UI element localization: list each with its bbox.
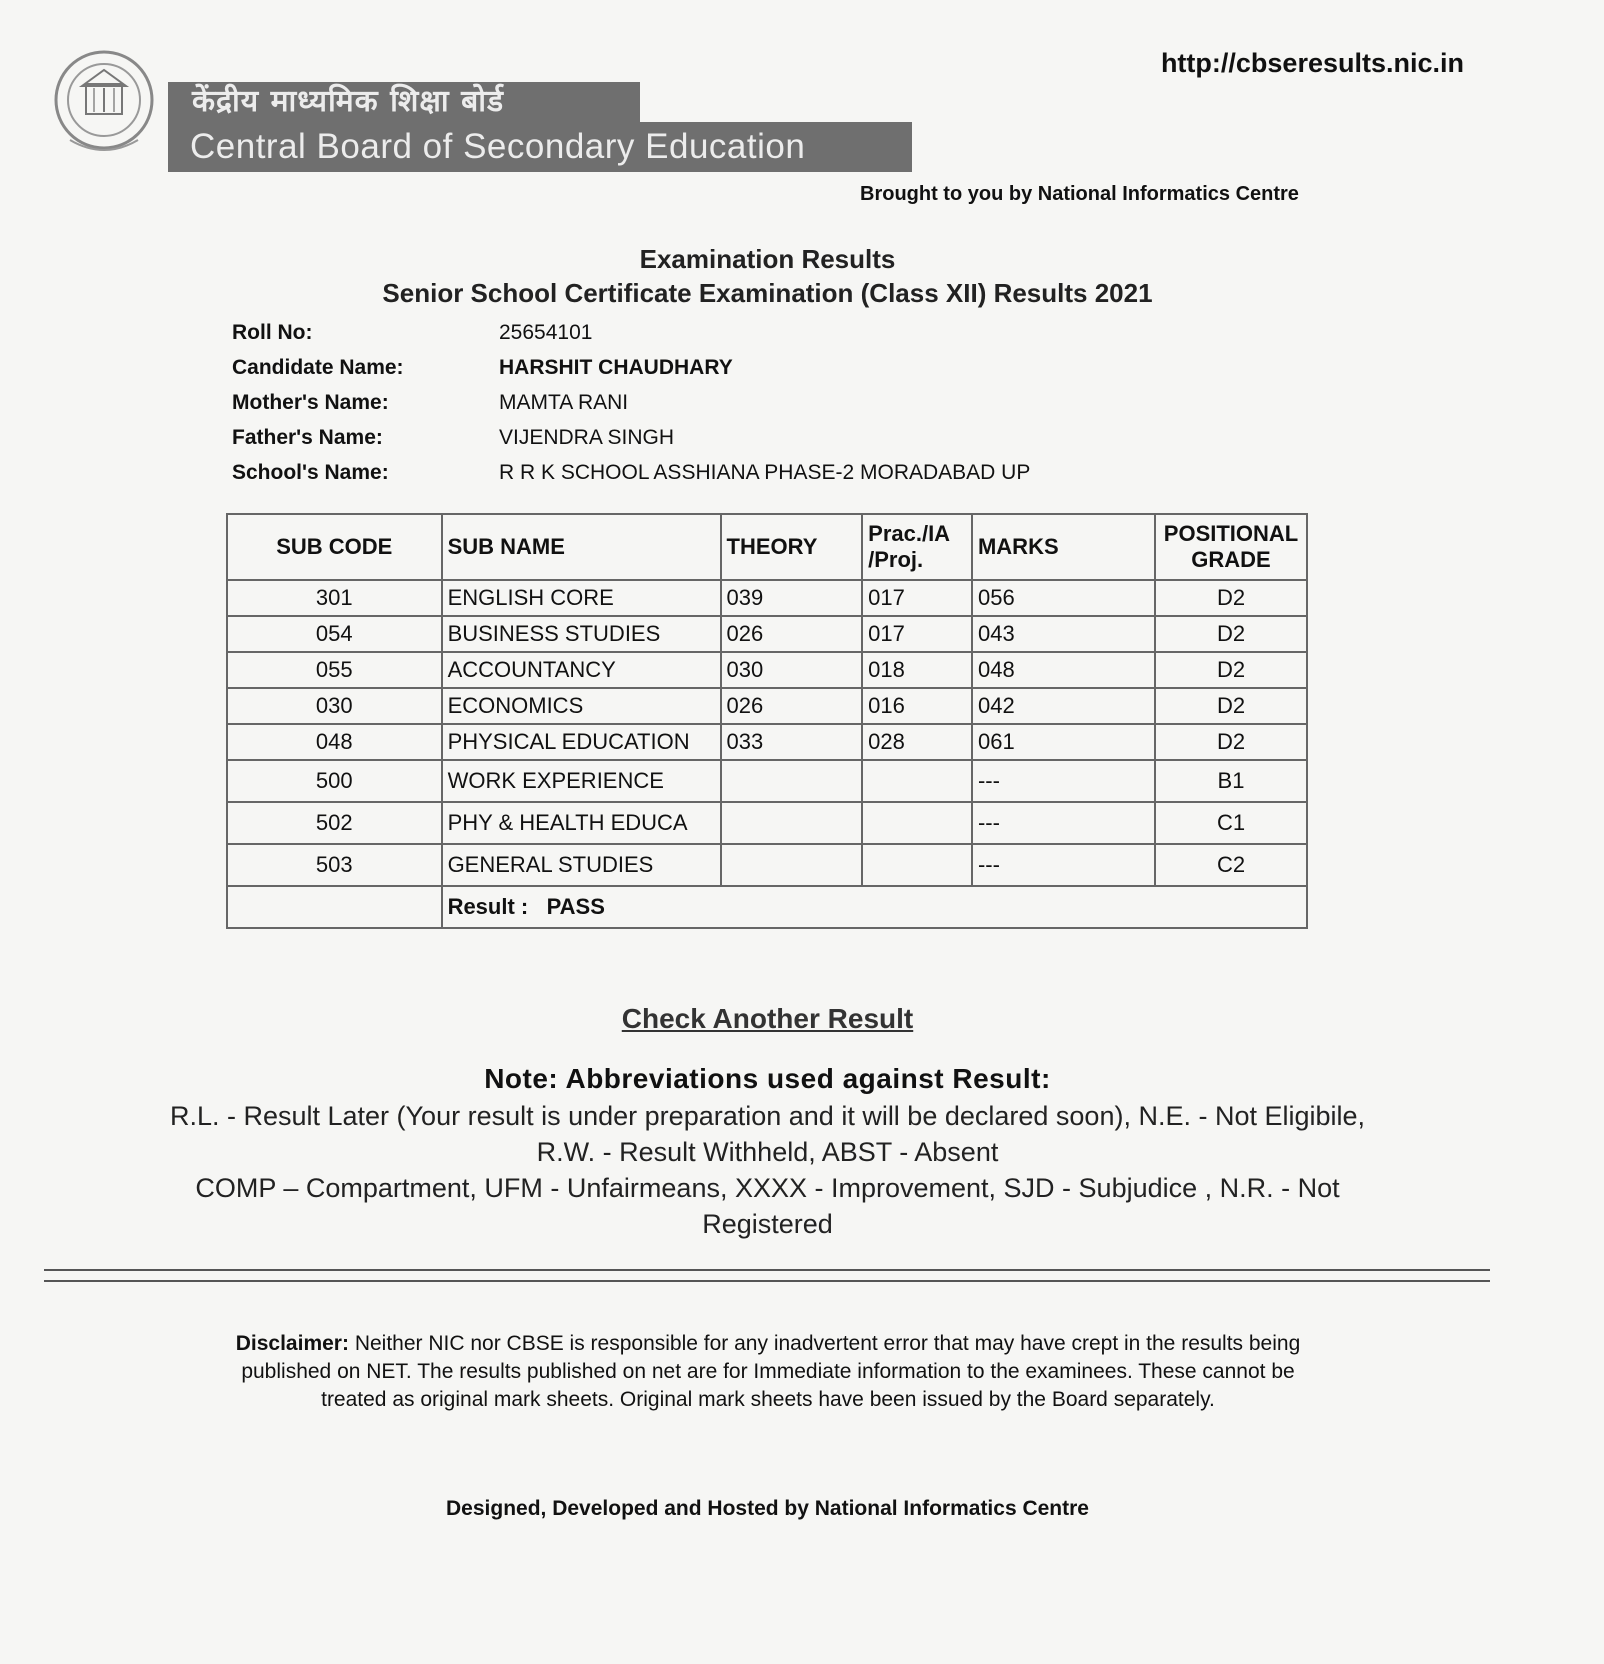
theory-cell bbox=[721, 802, 863, 844]
marks-table bbox=[226, 513, 1308, 929]
grade-cell: C1 bbox=[1155, 802, 1307, 844]
mother-name-value: MAMTA RANI bbox=[499, 390, 629, 414]
table-row bbox=[227, 688, 1307, 724]
grade-cell: D2 bbox=[1155, 616, 1307, 652]
practical-cell bbox=[862, 844, 972, 886]
school-name-label: School's Name: bbox=[232, 460, 389, 484]
sub-name-cell: ACCOUNTANCY bbox=[442, 652, 721, 688]
note-heading: Note: Abbreviations used against Result: bbox=[484, 1063, 1051, 1094]
practical-cell: 028 bbox=[862, 724, 972, 760]
header-grade: POSITIONAL GRADE bbox=[1155, 514, 1307, 580]
footer-credit: Designed, Developed and Hosted by National Informatics Centre bbox=[446, 1497, 1089, 1520]
practical-cell bbox=[862, 760, 972, 802]
sub-code-cell: 054 bbox=[227, 616, 442, 652]
board-name-hindi: केंद्रीय माध्यमिक शिक्षा बोर्ड bbox=[168, 82, 640, 122]
mother-name-row bbox=[232, 385, 1030, 420]
practical-cell: 017 bbox=[862, 616, 972, 652]
school-name-row bbox=[232, 455, 1030, 490]
grade-cell: D2 bbox=[1155, 580, 1307, 616]
table-row bbox=[227, 616, 1307, 652]
note-body bbox=[60, 1098, 1475, 1242]
father-name-value: VIJENDRA SINGH bbox=[499, 425, 675, 449]
theory-cell: 033 bbox=[721, 724, 863, 760]
disclaimer-label: Disclaimer: bbox=[235, 1332, 349, 1355]
header-sub-name: SUB NAME bbox=[442, 514, 721, 580]
grade-cell: D2 bbox=[1155, 724, 1307, 760]
school-name-value: R R K SCHOOL ASSHIANA PHASE-2 MORADABAD UP bbox=[499, 460, 1031, 484]
candidate-details bbox=[232, 315, 1030, 490]
grade-cell: C2 bbox=[1155, 844, 1307, 886]
note-line: R.L. - Result Later (Your result is under preparation and it will be declared soon), N.E. - Not Eligibile, bbox=[169, 1101, 1366, 1131]
table-row bbox=[227, 844, 1307, 886]
marks-cell: --- bbox=[972, 760, 1155, 802]
result-cell bbox=[442, 886, 1307, 928]
marks-cell: 043 bbox=[972, 616, 1155, 652]
practical-cell: 016 bbox=[862, 688, 972, 724]
marks-cell: --- bbox=[972, 844, 1155, 886]
brought-by-text: Brought to you by National Informatics Centre bbox=[860, 183, 1299, 205]
sub-code-cell: 055 bbox=[227, 652, 442, 688]
theory-cell: 030 bbox=[721, 652, 863, 688]
practical-cell bbox=[862, 802, 972, 844]
cbse-logo-icon bbox=[52, 44, 156, 162]
divider bbox=[44, 1269, 1490, 1271]
header-practical: Prac./IA /Proj. bbox=[862, 514, 972, 580]
sub-name-cell: ENGLISH CORE bbox=[442, 580, 721, 616]
sub-name-cell: BUSINESS STUDIES bbox=[442, 616, 721, 652]
note-line: Registered bbox=[702, 1209, 833, 1239]
sub-code-cell: 030 bbox=[227, 688, 442, 724]
roll-row bbox=[232, 315, 1030, 350]
table-row bbox=[227, 652, 1307, 688]
table-row bbox=[227, 580, 1307, 616]
marks-cell: --- bbox=[972, 802, 1155, 844]
marks-cell: 061 bbox=[972, 724, 1155, 760]
result-empty-cell bbox=[227, 886, 442, 928]
marks-cell: 056 bbox=[972, 580, 1155, 616]
site-url-link[interactable]: http://cbseresults.nic.in bbox=[1160, 48, 1464, 78]
table-row bbox=[227, 724, 1307, 760]
mother-name-label: Mother's Name: bbox=[232, 390, 389, 414]
exam-subtitle: Senior School Certificate Examination (Class XII) Results 2021 bbox=[382, 278, 1153, 308]
theory-cell bbox=[721, 844, 863, 886]
table-header-row bbox=[227, 514, 1307, 580]
grade-cell: D2 bbox=[1155, 688, 1307, 724]
disclaimer bbox=[228, 1330, 1308, 1414]
candidate-name-label: Candidate Name: bbox=[232, 355, 404, 379]
check-another-result-link[interactable]: Check Another Result bbox=[621, 1003, 914, 1034]
result-label: Result : bbox=[447, 894, 529, 919]
sub-code-cell: 503 bbox=[227, 844, 442, 886]
theory-cell: 026 bbox=[721, 616, 863, 652]
theory-cell: 039 bbox=[721, 580, 863, 616]
disclaimer-text: Neither NIC nor CBSE is responsible for any inadvertent error that may have crept in the results being published on NET. The results published on net are for Immediate information to the examinees. These cannot be treated as original mark sheets. Original mark sheets have been issued by the Board separately. bbox=[241, 1332, 1301, 1411]
sub-name-cell: WORK EXPERIENCE bbox=[442, 760, 721, 802]
result-row bbox=[227, 886, 1307, 928]
sub-code-cell: 301 bbox=[227, 580, 442, 616]
header-marks: MARKS bbox=[972, 514, 1155, 580]
grade-cell: D2 bbox=[1155, 652, 1307, 688]
candidate-name-value: HARSHIT CHAUDHARY bbox=[499, 355, 733, 379]
sub-name-cell: GENERAL STUDIES bbox=[442, 844, 721, 886]
candidate-name-row bbox=[232, 350, 1030, 385]
sub-code-cell: 048 bbox=[227, 724, 442, 760]
sub-code-cell: 502 bbox=[227, 802, 442, 844]
table-row bbox=[227, 802, 1307, 844]
sub-name-cell: ECONOMICS bbox=[442, 688, 721, 724]
theory-cell bbox=[721, 760, 863, 802]
note-line: R.W. - Result Withheld, ABST - Absent bbox=[536, 1137, 999, 1167]
divider bbox=[44, 1280, 1490, 1282]
roll-value: 25654101 bbox=[499, 320, 593, 344]
sub-code-cell: 500 bbox=[227, 760, 442, 802]
grade-cell: B1 bbox=[1155, 760, 1307, 802]
theory-cell: 026 bbox=[721, 688, 863, 724]
father-name-row bbox=[232, 420, 1030, 455]
board-name-english: Central Board of Secondary Education bbox=[168, 122, 912, 172]
marks-cell: 042 bbox=[972, 688, 1155, 724]
practical-cell: 017 bbox=[862, 580, 972, 616]
table-row bbox=[227, 760, 1307, 802]
father-name-label: Father's Name: bbox=[232, 425, 383, 449]
page-title: Examination Results bbox=[639, 244, 896, 274]
header-theory: THEORY bbox=[721, 514, 863, 580]
practical-cell: 018 bbox=[862, 652, 972, 688]
sub-name-cell: PHY & HEALTH EDUCA bbox=[442, 802, 721, 844]
result-value: PASS bbox=[546, 894, 605, 919]
header-sub-code: SUB CODE bbox=[227, 514, 442, 580]
marks-cell: 048 bbox=[972, 652, 1155, 688]
note-line: COMP – Compartment, UFM - Unfairmeans, XXXX - Improvement, SJD - Subjudice , N.R. - Not bbox=[195, 1173, 1340, 1203]
sub-name-cell: PHYSICAL EDUCATION bbox=[442, 724, 721, 760]
roll-label: Roll No: bbox=[232, 320, 313, 344]
